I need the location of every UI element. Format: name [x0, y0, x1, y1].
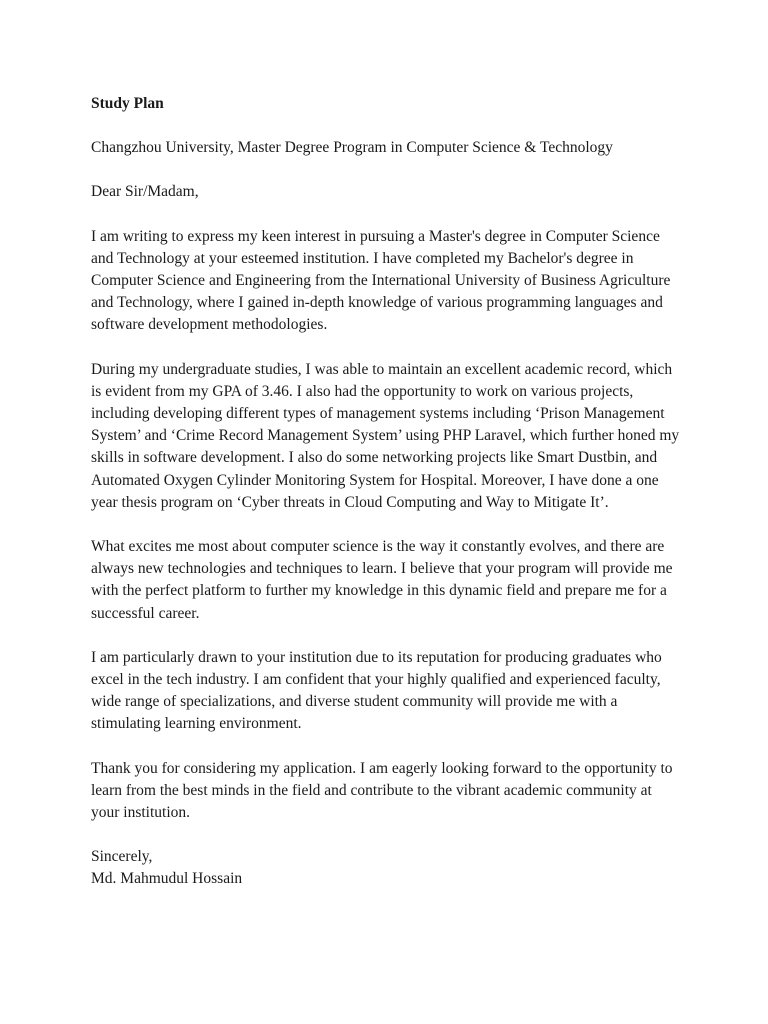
paragraph-institution: I am particularly drawn to your institution due to its reputation for producing graduates who excel in the tech industry. I am confident that your highly qualified and experienced faculty, wide range of specializations, and diverse student community will provide me with a stimulating learning environment. [91, 648, 662, 733]
paragraph-academic-record: During my undergraduate studies, I was able to maintain an excellent academic record, which is evident from my GPA of 3.46. I also had the opportunity to work on various projects, including developing different types of management systems including ‘Prison Management System’ and ‘Crime Record Management System’ using PHP Laravel, which further honed my skills in software development. I also do some networking projects like Smart Dustbin, and Automated Oxygen Cylinder Monitoring System for Hospital. Moreover, I have done a one year thesis program on ‘Cyber threats in Cloud Computing and Way to Mitigate It’. [91, 360, 680, 511]
paragraph-thanks: Thank you for considering my application. I am eagerly looking forward to the opportunity to learn from the best minds in the field and contribute to the vibrant academic community at your institution. [91, 759, 673, 822]
paragraph-intro: I am writing to express my keen interest in pursuing a Master's degree in Computer Science and Technology at your esteemed institution. I have completed my Bachelor's degree in Computer Science and Engineering from the International University of Business Agriculture and Technology, where I gained in-depth knowledge of various programming languages and software development methodologies. [91, 227, 671, 334]
signature-name: Md. Mahmudul Hossain [91, 870, 243, 888]
document-page [91, 93, 681, 891]
closing: Sincerely, [91, 848, 153, 866]
document-subtitle: Changzhou University, Master Degree Program in Computer Science & Technology [91, 139, 613, 157]
document-title: Study Plan [91, 95, 164, 112]
paragraph-motivation: What excites me most about computer science is the way it constantly evolves, and there are always new technologies and techniques to learn. I believe that your program will provide me with the perfect platform to further my knowledge in this dynamic field and prepare me for a successful career. [91, 538, 673, 622]
salutation: Dear Sir/Madam, [91, 183, 199, 201]
